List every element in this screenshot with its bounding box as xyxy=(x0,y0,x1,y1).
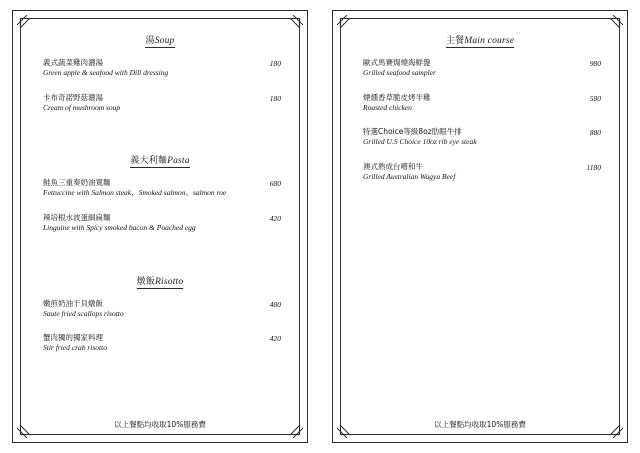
menu-item-price: 880 xyxy=(589,128,601,138)
menu-page-left xyxy=(12,10,308,443)
spacer xyxy=(29,252,291,268)
section-pasta xyxy=(29,153,291,233)
menu-item-price: 420 xyxy=(269,334,281,344)
section-title-en: Main course xyxy=(464,36,515,46)
item-list-soup xyxy=(29,58,291,113)
section-title-risotto xyxy=(29,274,291,287)
menu-item-text xyxy=(43,299,255,320)
menu-item-name-zh: 歐式馬賽焗燒海鮮盤 xyxy=(363,58,431,67)
menu-item-name-zh: 義式蔬菜雞肉濃湯 xyxy=(43,58,103,67)
menu-item xyxy=(43,178,281,199)
menu-item-name-en: Grilled U.S Choice 10oz rib eye steak xyxy=(363,137,477,147)
item-list-pasta xyxy=(29,178,291,233)
section-title-pasta xyxy=(29,153,291,166)
menu-item-name-zh: 卡布奇諾野菇濃湯 xyxy=(43,92,103,102)
menu-item-name-zh: 特選Choice等級8oz肋眼牛排 xyxy=(363,127,462,137)
item-list-risotto xyxy=(29,299,291,354)
corner-ornament-icon xyxy=(289,15,303,29)
section-title-main-course xyxy=(349,33,611,46)
menu-item xyxy=(43,213,281,234)
menu-item-price: 980 xyxy=(589,59,601,68)
section-title-zh: 義大利麵 xyxy=(130,156,168,167)
menu-item-name-zh: 鮭魚三重奏奶油寬麵 xyxy=(43,178,111,188)
section-title-zh: 主餐 xyxy=(445,36,465,46)
menu-item-price: 680 xyxy=(269,179,281,189)
menu-item xyxy=(43,58,281,79)
menu-item-text xyxy=(363,93,575,114)
section-risotto xyxy=(29,274,291,354)
menu-item-price: 180 xyxy=(269,59,281,68)
menu-item-text xyxy=(43,213,255,234)
menu-item-text xyxy=(43,58,255,79)
menu-item xyxy=(43,299,281,320)
section-title-en: Risotto xyxy=(155,276,184,287)
menu-item xyxy=(363,93,601,114)
menu-item-price: 580 xyxy=(589,93,601,103)
section-soup xyxy=(29,33,291,113)
menu-item xyxy=(363,162,601,183)
menu-item-text xyxy=(363,58,575,79)
menu-item-text xyxy=(43,93,255,114)
service-charge-note: 以上餐點均收取10%服務費 xyxy=(434,420,526,429)
menu-item-name-en: Green apple & seafood with Dill dressing xyxy=(43,68,169,78)
menu-item-name-en: Grilled seafood sampler xyxy=(363,68,436,78)
corner-ornament-icon xyxy=(609,424,623,438)
menu-item-name-en: Cream of mushroom soup xyxy=(43,102,121,112)
menu-item-name-zh: 蟹肉獨的獨家料理 xyxy=(43,333,103,343)
menu-item-name-en: Linguine with Spicy smoked bacon & Poached egg xyxy=(43,223,196,232)
item-list-main-course xyxy=(349,58,611,183)
menu-item-text xyxy=(43,333,255,354)
menu-item-name-en: Stir fried crab risotto xyxy=(43,343,107,353)
menu-item-name-zh: 辣培根水波蛋細扁麵 xyxy=(43,212,111,222)
menu-item xyxy=(363,58,601,79)
menu-item-text xyxy=(363,162,575,183)
menu-page-right xyxy=(332,10,628,443)
menu-item-name-en: Roasted chicken xyxy=(363,102,412,112)
menu-item-name-zh: 煙燻香草脆皮烤半雞 xyxy=(363,92,431,102)
section-title-zh: 湯 xyxy=(145,36,155,46)
menu-item xyxy=(43,93,281,114)
corner-ornament-icon xyxy=(609,15,623,29)
service-charge-note: 以上餐點均收取10%服務費 xyxy=(114,420,206,429)
menu-item xyxy=(363,127,601,148)
menu-item-name-zh: 澳式熟成台嚐和牛 xyxy=(363,161,423,171)
menu-item-name-en: Saute fried scallops risotto xyxy=(43,308,124,318)
menu-item-price: 420 xyxy=(269,213,281,223)
corner-ornament-icon xyxy=(289,424,303,438)
section-main-course xyxy=(349,33,611,183)
left-page-content xyxy=(29,27,291,408)
menu-item-price: 480 xyxy=(269,299,281,309)
menu-item-price: 180 xyxy=(269,93,281,103)
menu-item-price: 1180 xyxy=(586,162,601,172)
section-title-soup xyxy=(29,33,291,46)
spacer xyxy=(29,131,291,147)
section-title-en: Pasta xyxy=(167,156,190,167)
menu-item-text xyxy=(43,178,255,199)
section-title-zh: 燉飯 xyxy=(136,276,156,287)
menu-item-text xyxy=(363,127,575,148)
right-page-content xyxy=(349,27,611,408)
section-title-en: Soup xyxy=(154,36,175,46)
menu-item-name-zh: 嫩煎奶油干貝燉飯 xyxy=(43,298,103,308)
menu-item xyxy=(43,333,281,354)
menu-item-name-en: Grilled Australian Wagyu Beef xyxy=(363,172,456,181)
menu-item-name-en: Fettuccine with Salmon steak、Smoked salmon、salmon roe xyxy=(43,188,227,198)
